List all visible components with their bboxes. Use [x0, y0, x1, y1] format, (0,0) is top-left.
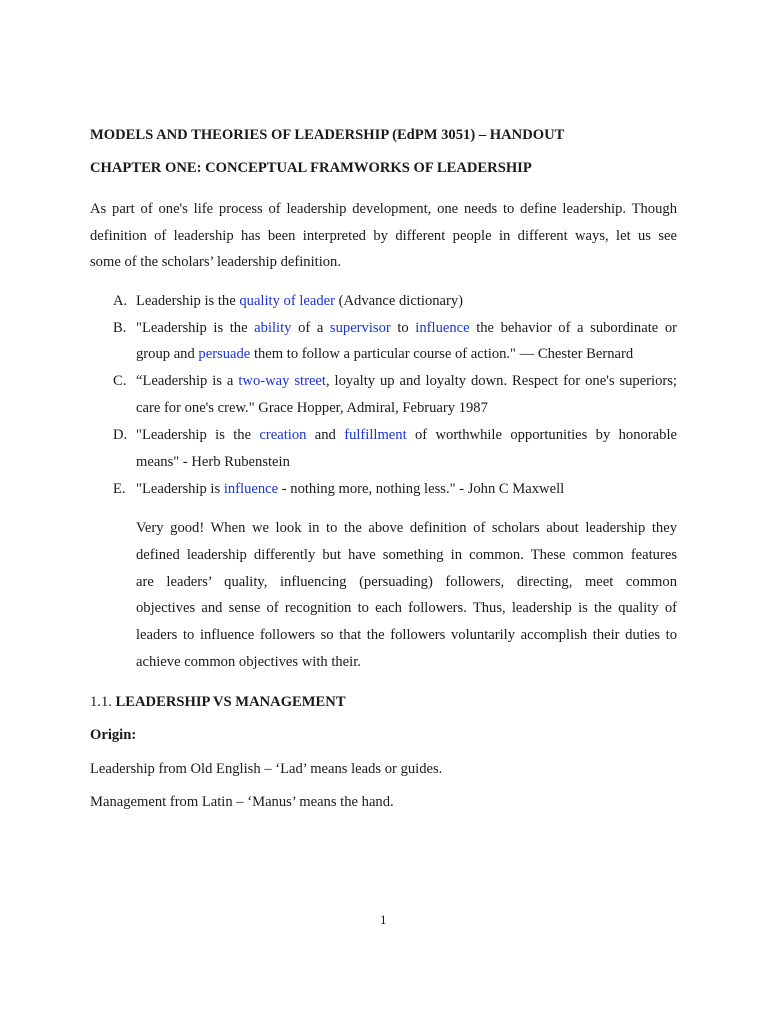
definition-c-line-2: care for one's crew." Grace Hopper, Admiral, February 1987 [136, 400, 488, 416]
definition-c-line-1: “Leadership is a two-way street, loyalty up and loyalty down. Respect for one's superiors; [136, 373, 677, 389]
list-marker-b: B. [113, 320, 127, 336]
list-marker-e: E. [113, 481, 126, 497]
definition-d-line-2: means" - Herb Rubenstein [136, 454, 290, 470]
definition-d-line-1: "Leadership is the creation and fulfillment of worthwhile opportunities by honorable [136, 427, 677, 443]
list-marker-d: D. [113, 427, 128, 443]
section-heading [90, 694, 346, 711]
keyword-influence: influence [415, 320, 470, 336]
origin-label: Origin: [90, 727, 137, 743]
summary-line-5: leaders to influence followers so that the followers voluntarily accomplish their duties to [136, 627, 677, 643]
keyword-influence-e: influence [223, 481, 279, 497]
keyword-ability: ability [254, 320, 292, 336]
document-title: MODELS AND THEORIES OF LEADERSHIP (EdPM 3051) – HANDOUT [90, 127, 565, 143]
keyword-two-way-street: two-way street [238, 373, 326, 389]
summary-line-6: achieve common objectives with their. [136, 654, 361, 670]
section-number: 1.1. [90, 694, 116, 710]
definition-a: Leadership is the quality of leader (Advance dictionary) [136, 293, 464, 309]
summary-line-2: defined leadership differently but have something in common. These common features [136, 547, 677, 563]
list-marker-a: A. [113, 293, 128, 309]
definition-b-line-1: "Leadership is the ability of a supervisor to influence the behavior of a subordinate or [136, 320, 677, 336]
list-marker-c: C. [113, 373, 127, 389]
summary-line-3: are leaders’ quality, influencing (persuading) followers, directing, meet common [136, 574, 677, 590]
origin-leadership: Leadership from Old English – ‘Lad’ means leads or guides. [90, 761, 443, 777]
intro-line-1: As part of one's life process of leadership development, one needs to define leadership. Though [90, 201, 677, 217]
keyword-supervisor: supervisor [329, 320, 391, 336]
summary-line-1: Very good! When we look in to the above definition of scholars about leadership they [136, 520, 677, 536]
chapter-heading: CHAPTER ONE: CONCEPTUAL FRAMWORKS OF LEADERSHIP [90, 160, 532, 176]
keyword-creation: creation [259, 427, 307, 443]
section-title: LEADERSHIP VS MANAGEMENT [115, 694, 346, 710]
page-number: 1 [380, 912, 387, 927]
origin-management: Management from Latin – ‘Manus’ means the hand. [90, 794, 394, 810]
definition-e: "Leadership is influence - nothing more, nothing less." - John C Maxwell [136, 481, 565, 497]
keyword-quality-of-leader: quality of leader [239, 293, 335, 309]
keyword-fulfillment: fulfillment [344, 427, 407, 443]
intro-line-2: definition of leadership has been interpreted by different people in different ways, let us see [90, 228, 677, 244]
intro-line-3: some of the scholars’ leadership definition. [90, 254, 341, 270]
summary-line-4: objectives and sense of recognition to each followers. Thus, leadership is the quality of [136, 600, 677, 616]
keyword-persuade: persuade [198, 346, 251, 362]
definition-b-line-2: group and persuade them to follow a particular course of action." — Chester Bernard [136, 346, 634, 362]
